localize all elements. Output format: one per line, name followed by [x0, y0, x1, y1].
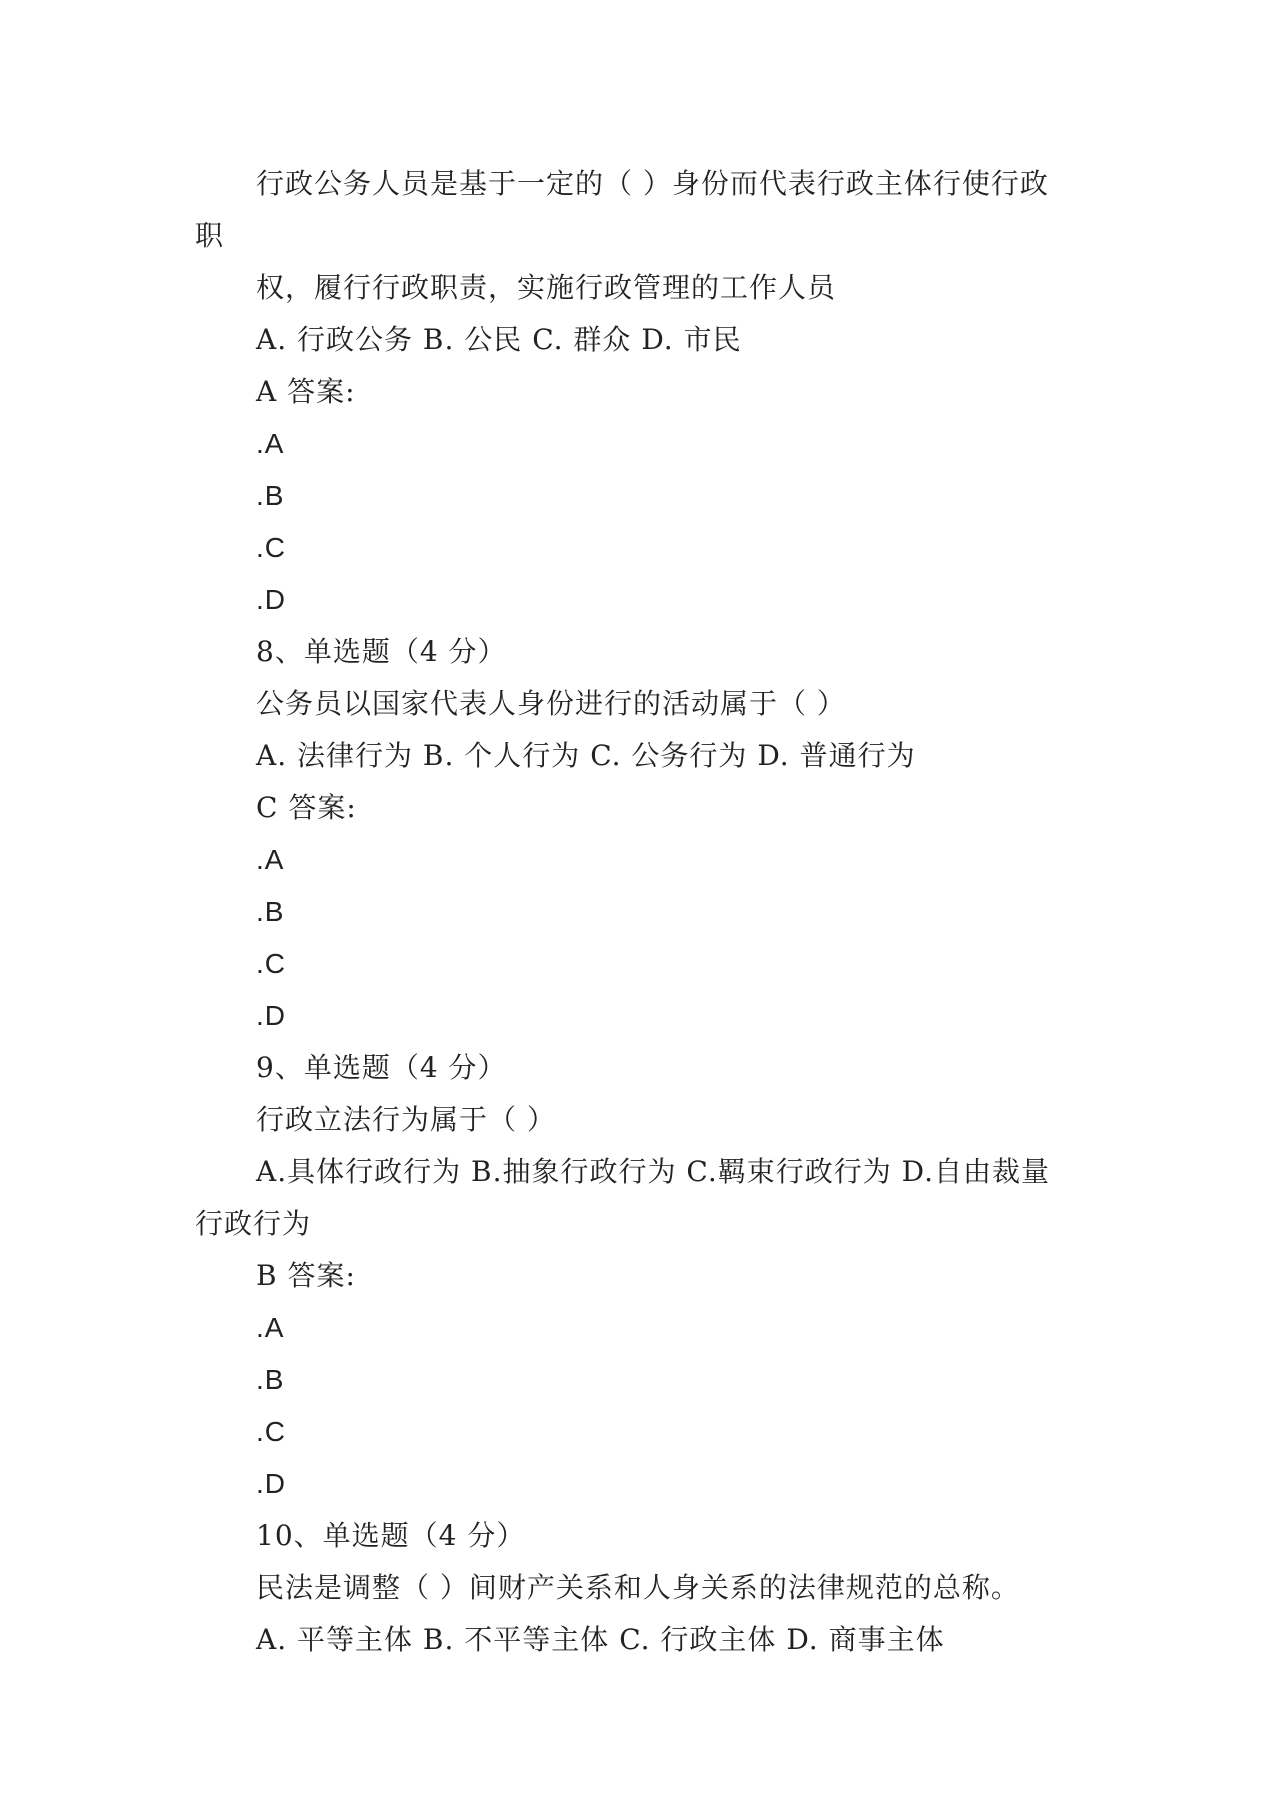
answer-label: B 答案:: [256, 1259, 356, 1292]
choice-b: .B: [256, 896, 285, 927]
options-line: A.具体行政行为 B.抽象行政行为 C.羁束行政行为 D.自由裁量: [256, 1155, 1050, 1188]
document-body: [195, 158, 1100, 1666]
question-text: 行政公务人员是基于一定的（ ）身份而代表行政主体行使行政: [256, 167, 1049, 200]
choice-c: .C: [256, 1416, 286, 1447]
choice-b: .B: [256, 480, 285, 511]
choice-d: .D: [256, 1000, 286, 1031]
choice-a: .A: [256, 844, 285, 875]
question-text: 行政立法行为属于（ ）: [256, 1103, 556, 1136]
choice-c: .C: [256, 948, 286, 979]
choice-a: .A: [256, 1312, 285, 1343]
choice-b: .B: [256, 1364, 285, 1395]
question-heading: 10、单选题（4 分）: [256, 1519, 526, 1552]
question-text: 权，履行行政职责，实施行政管理的工作人员: [256, 271, 837, 304]
choice-a: .A: [256, 428, 285, 459]
question-text: 公务员以国家代表人身份进行的活动属于（ ）: [256, 687, 846, 720]
answer-label: C 答案:: [256, 791, 357, 824]
options-line: A. 平等主体 B. 不平等主体 C. 行政主体 D. 商事主体: [256, 1623, 945, 1656]
choice-c: .C: [256, 532, 286, 563]
question-heading: 9、单选题（4 分）: [256, 1051, 507, 1084]
answer-label: A 答案:: [256, 375, 356, 408]
options-line: A. 法律行为 B. 个人行为 C. 公务行为 D. 普通行为: [256, 739, 916, 772]
choice-d: .D: [256, 584, 286, 615]
options-line-wrap: 行政行为: [195, 1207, 312, 1240]
options-line: A. 行政公务 B. 公民 C. 群众 D. 市民: [256, 323, 742, 356]
question-text: 民法是调整（ ）间财产关系和人身关系的法律规范的总称。: [256, 1571, 1020, 1604]
choice-d: .D: [256, 1468, 286, 1499]
question-heading: 8、单选题（4 分）: [256, 635, 507, 668]
question-text-wrap: 职: [195, 219, 225, 252]
